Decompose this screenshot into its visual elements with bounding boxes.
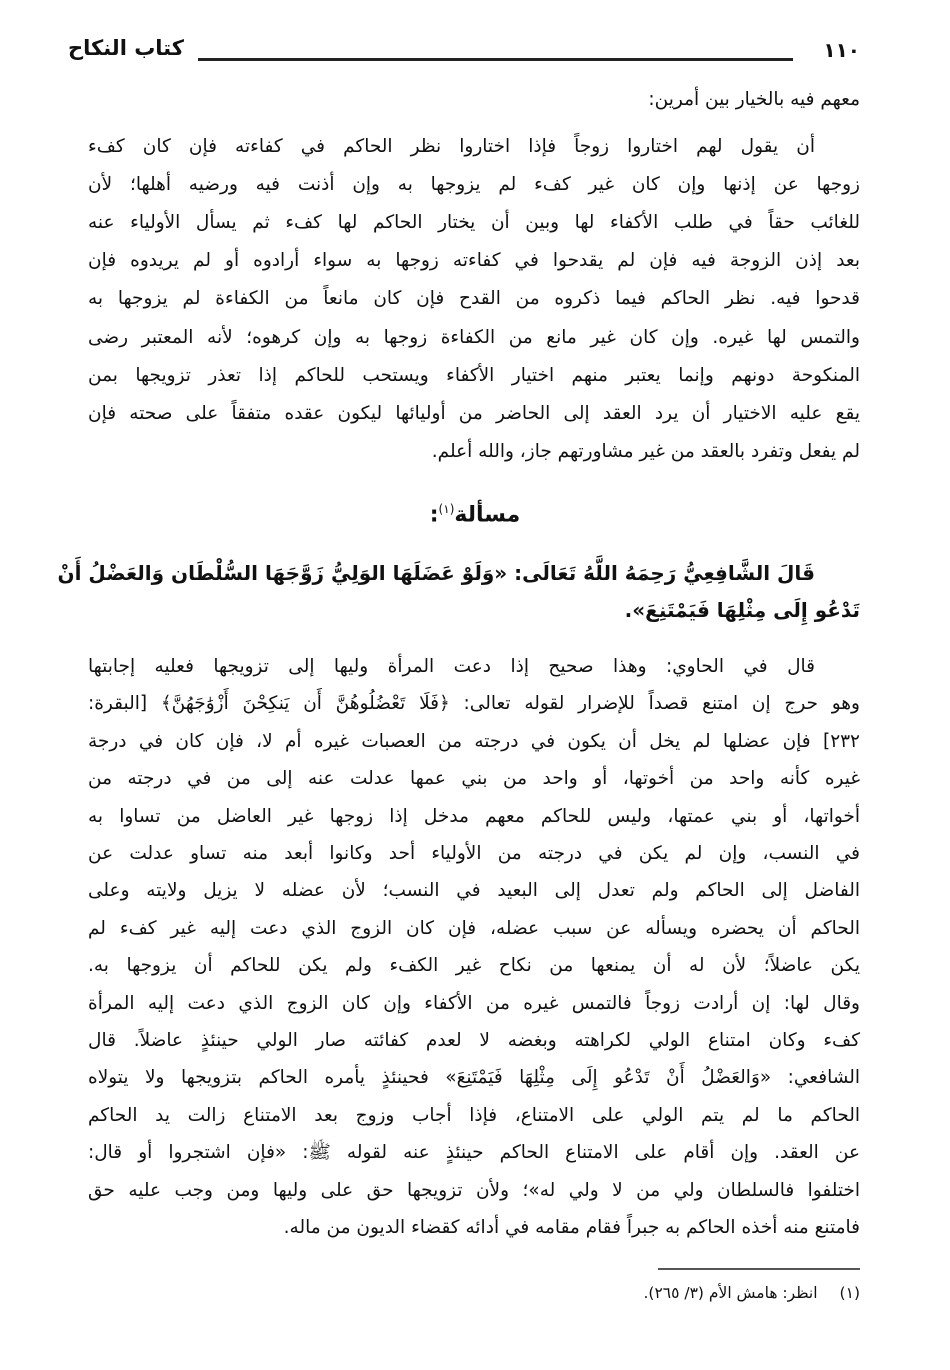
- quote-line: قَالَ الشَّافِعِيُّ رَحِمَهُ اللَّهُ تَعَالَى: «وَلَوْ عَضَلَهَا الوَلِيُّ زَوَّجَهَا السُّلْطَان وَالعَضْلُ أَنْ: [57, 561, 815, 585]
- text-line: والتمس لها غيره. وإن كان غير مانع من الكفاءة زوجها به وإن كرهوه؛ لأنه المعتبر رضى: [88, 326, 860, 348]
- text-line: الفاضل إلى الحاكم ولم تعدل إلى البعيد في النسب؛ لأن عضله لا يزيل ولايته وعلى: [88, 880, 860, 902]
- text-line: ٢٣٢] فإن عضلها لم يخل أن يكون في درجته من العصبات غيره أم لا، فإن كان في درجة: [88, 730, 860, 752]
- quote-line: تَدْعُو إِلَى مِثْلِهَا فَيَمْتَنِعَ».: [624, 598, 860, 622]
- footnote-number: (١): [839, 1284, 860, 1302]
- text-line: الحاكم أن يحضره ويسأله عن سبب عضله، فإن كان الزوج الذي دعت إليه غير كفء لم: [88, 917, 860, 939]
- heading-colon: :: [429, 502, 439, 528]
- text-line: قال في الحاوي: وهذا صحيح إذا دعت المرأة وليها إلى تزويجها فعليه إجابتها: [88, 656, 815, 677]
- text-line: بعد إذن الزوجة فيه فإن لم يقدحوا في كفاءته زوجها به سواء أرادوه أو لم يريدوه فإن: [88, 250, 860, 272]
- heading-text: مسألة: [454, 502, 521, 528]
- text-line: أن يقول لهم اختاروا زوجاً فإذا اختاروا نظر الحاكم في كفاءته فإن كان كفء: [88, 136, 815, 157]
- text-line: غيره كأنه واحد من أخوتها، أو واحد من بني عمها عدلت عنه إلى من في درجته من: [88, 768, 860, 790]
- text-line: يكن عاضلاً؛ لأن له أن يمنعها من نكاح غير الكفء ولم يكن للحاكم أن يزوجها به.: [88, 955, 860, 977]
- text-line: يقع عليه الاختيار أن يرد العقد إلى الحاضر من أوليائها ليكون عقده متفقاً على صحته فإن: [88, 402, 860, 424]
- section-heading: [0, 502, 950, 527]
- text-line: الحاكم ما لم يتم الولي على الامتناع، فإذا أجاب وزوج بعد الامتناع زالت يد الحاكم: [88, 1104, 860, 1126]
- text-line: في النسب، وإن لم يكن في درجته من الأولياء أحد وكانوا أبعد منه تساو عدلت عن: [88, 843, 860, 864]
- footnote: [643, 1284, 860, 1302]
- text-line: وقال لها: إن أرادت زوجاً فالتمس غيره من الأكفاء وإن كان الزوج الذي دعت إليه المرأة: [88, 992, 860, 1014]
- text-line: اختلفوا فالسلطان ولي من لا ولي له»؛ ولأن تزويجها حق على وليها ومن وجب عليه حق: [88, 1179, 860, 1201]
- text-line: فامتنع منه أخذه الحاكم به جبراً فقام مقامه في أدائه كقضاء الديون من ماله.: [283, 1217, 860, 1238]
- text-line: الشافعي: «وَالعَضْلُ أَنْ تَدْعُو إِلَى مِثْلِهَا فَيَمْتَنِعَ» فحينئذٍ يأمره الحاكم بتزويجها ولا يتولاه: [88, 1067, 860, 1089]
- running-title: كتاب النكاح: [68, 36, 184, 60]
- text-line: للغائب حقاً في طلب الأكفاء لها وبين أن يختار الحاكم لها كفء ثم يسأل الأولياء عنه: [88, 212, 860, 234]
- text-line: عن العقد. وإن أقام على الامتناع الحاكم حينئذٍ عنه لقوله ﷺ: «فإن اشتجروا أو قال:: [88, 1142, 860, 1164]
- footnote-text: انظر: هامش الأم (٣/ ٢٦٥).: [643, 1284, 818, 1302]
- text-line: أخواتها، أو بني عمتها، وليس للحاكم معهم مدخل إذا زوجها غير العاضل من تساوا به: [88, 805, 860, 827]
- page-number: ١١٠: [823, 38, 860, 62]
- text-line: وهو حرج إن امتنع قصداً للإضرار لقوله تعالى: ﴿فَلَا تَعْضُلُوهُنَّ أَن يَنكِحْنَ أَزْوَٰجَهُنَّ﴾ [البقرة:: [88, 693, 860, 715]
- footnote-reference[interactable]: (١): [438, 502, 455, 516]
- footnote-rule: [658, 1268, 860, 1270]
- text-line: معهم فيه بالخيار بين أمرين:: [648, 89, 860, 110]
- text-line: لم يفعل وتفرد بالعقد من غير مشاورتهم جاز، والله أعلم.: [431, 440, 860, 462]
- text-line: المنكوحة دونهم وإنما يعتبر منهم اختيار الأكفاء ويستحب للحاكم إذا تعذر تزويجها بمن: [88, 364, 860, 386]
- text-line: كفء وكان امتناع الولي لكراهته وبغضه لا لعدم كفائته صار الولي حينئذٍ عاضلاً. قال: [88, 1030, 860, 1051]
- header-rule: [198, 58, 793, 61]
- text-line: قدحوا فيه. نظر الحاكم فيما ذكروه من القدح فإن كان مانعاً من الكفاءة لم يزوجها به: [88, 288, 860, 310]
- text-line: زوجها عن إذنها وإن كان غير كفء لم يزوجها به وإن أذنت فيه ورضيه أهلها؛ لأن: [88, 174, 860, 196]
